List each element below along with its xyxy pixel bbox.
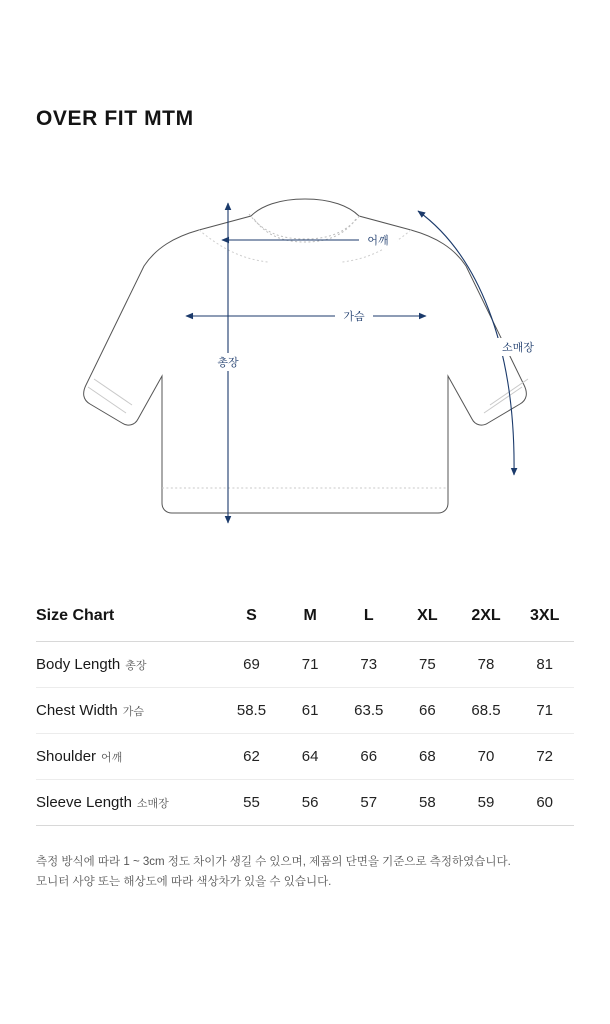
size-chart-head (36, 601, 574, 642)
row-label-ko: 소매장 (136, 798, 169, 810)
cell-value: 78 (457, 642, 516, 688)
sleeve-cuffs (88, 379, 528, 413)
row-label-en: Sleeve Length (36, 794, 132, 811)
row-label-body-length (36, 642, 222, 688)
size-column-header-3xl: 3XL (515, 601, 574, 642)
cell-value: 63.5 (339, 688, 398, 734)
size-chart-body (36, 642, 574, 826)
row-label-ko: 가슴 (122, 706, 144, 718)
body-length-label: 총장 (217, 357, 239, 369)
size-column-header-xl: XL (398, 601, 457, 642)
page-title: OVER FIT MTM (36, 107, 194, 130)
row-label-shoulder (36, 734, 222, 780)
chest-label: 가슴 (343, 311, 365, 323)
size-chart-header-label: Size Chart (36, 601, 222, 642)
sweatshirt-outline (84, 199, 527, 513)
cell-value: 57 (339, 780, 398, 826)
note-line-2: 모니터 사양 또는 해상도에 따라 색상차가 있을 수 있습니다. (36, 876, 332, 889)
note-line-1: 측정 방식에 따라 1 ~ 3cm 정도 차이가 생길 수 있으며, 제품의 단면을 기준으로 측정하였습니다. (36, 856, 511, 868)
size-column-header-2xl: 2XL (457, 601, 516, 642)
row-label-ko: 어깨 (101, 752, 123, 764)
size-chart-table (36, 601, 574, 826)
cell-value: 56 (281, 780, 340, 826)
cell-value: 59 (457, 780, 516, 826)
cell-value: 66 (398, 688, 457, 734)
table-row (36, 642, 574, 688)
cell-value: 73 (339, 642, 398, 688)
cell-value: 81 (515, 642, 574, 688)
sleeve-length-label: 소매장 (502, 342, 534, 354)
shoulder-label: 어깨 (367, 235, 389, 247)
cell-value: 61 (281, 688, 340, 734)
table-row (36, 688, 574, 734)
cell-value: 68.5 (457, 688, 516, 734)
garment-measurement-diagram (36, 173, 574, 573)
row-label-ko: 총장 (125, 660, 147, 672)
row-label-en: Body Length (36, 656, 121, 673)
row-label-sleeve-length (36, 780, 222, 826)
size-column-header-m: M (281, 601, 340, 642)
table-row (36, 780, 574, 826)
cell-value: 60 (515, 780, 574, 826)
cell-value: 64 (281, 734, 340, 780)
size-chart-table-wrap (36, 601, 574, 826)
size-column-header-l: L (339, 601, 398, 642)
cell-value: 66 (339, 734, 398, 780)
cell-value: 58.5 (222, 688, 281, 734)
cell-value: 72 (515, 734, 574, 780)
cell-value: 75 (398, 642, 457, 688)
table-row (36, 734, 574, 780)
cell-value: 71 (515, 688, 574, 734)
cell-value: 58 (398, 780, 457, 826)
cell-value: 68 (398, 734, 457, 780)
cell-value: 62 (222, 734, 281, 780)
cell-value: 69 (222, 642, 281, 688)
table-header-row (36, 601, 574, 642)
cell-value: 71 (281, 642, 340, 688)
measurement-notes (36, 852, 574, 892)
size-column-header-s: S (222, 601, 281, 642)
neckline-stitch (249, 214, 361, 242)
cell-value: 70 (457, 734, 516, 780)
row-label-en: Shoulder (36, 748, 97, 765)
cell-value: 55 (222, 780, 281, 826)
row-label-chest-width (36, 688, 222, 734)
row-label-en: Chest Width (36, 702, 118, 719)
